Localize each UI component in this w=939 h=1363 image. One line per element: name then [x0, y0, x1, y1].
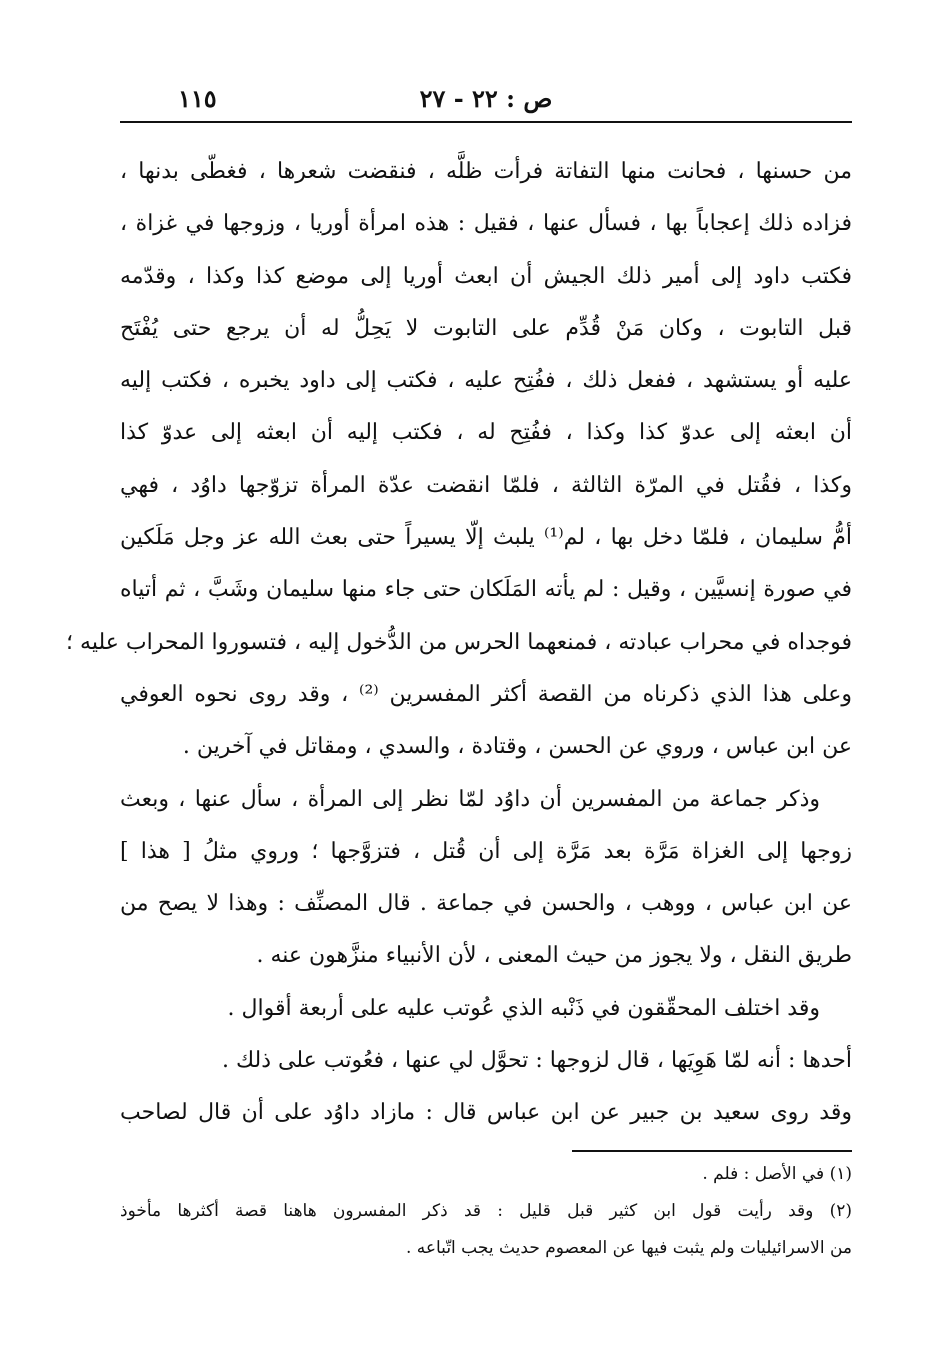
- footnote-line: (٢) وقد رأيت قول ابن كثير قبل قليل : قد ذكر المفسرون هاهنا قصة أكثرها مأخوذ: [120, 1201, 852, 1221]
- text-line: عن ابن عباس ، ووهب ، والحسن في جماعة . قال المصنِّف : وهذا لا يصح من: [120, 891, 852, 917]
- footnote-line: (١) في الأصل : فلم .: [702, 1164, 852, 1184]
- text-line: وعلى هذا الذي ذكرناه من القصة أكثر المفسرين ⁽²⁾ ، وقد روى نحوه العوفي: [120, 681, 852, 707]
- text-line: فكتب داود إلى أمير ذلك الجيش أن ابعث أوريا إلى موضع كذا وكذا ، وقدّمه: [120, 263, 852, 289]
- text-line: وذكر جماعة من المفسرين أن داوُد لمّا نظر إلى المرأة ، سأل عنها ، وبعث: [120, 786, 820, 812]
- body-text: [66, 146, 852, 1140]
- text-line: وقد روى سعيد بن جبير عن ابن عباس قال : مازاد داوُد على أن قال لصاحب: [120, 1100, 852, 1126]
- text-line: من حسنها ، فحانت منها التفاتة فرأت ظلَّه ، فنقضت شعرها ، فغطّى بدنها ،: [120, 159, 852, 184]
- text-line: أحدها : أنه لمّا هَوِيَها ، قال لزوجها : تحوَّل لي عنها ، فعُوتب على ذلك .: [221, 1048, 852, 1074]
- text-line: وكذا ، فقُتل في المرّة الثالثة ، فلمّا انقضت عدّة المرأة تزوّجها داوُد ، فهي: [120, 472, 852, 498]
- text-line: طريق النقل ، ولا يجوز من حيث المعنى ، لأن الأنبياء منزَّهون عنه .: [256, 943, 852, 969]
- footnote-line: من الاسرائيليات ولم يثبت فيها عن المعصوم حديث يجب اتّباعه .: [405, 1238, 852, 1258]
- text-line: في صورة إنسيَّين ، وقيل : لم يأته المَلَكان حتى جاء منها سليمان وشَبَّ ، ثم أتياه: [120, 577, 852, 603]
- text-line: أن ابعثه إلى عدوّ كذا وكذا ، ففُتِح له ، فكتب إليه أن ابعثه إلى عدوّ كذا: [120, 420, 852, 446]
- text-line: وقد اختلف المحقّقون في ذَنْبه الذي عُوتب عليه على أربعة أقوال .: [227, 995, 820, 1021]
- footnotes: [120, 1156, 852, 1267]
- text-line: فزاده ذلك إعجاباً بها ، فسأل عنها ، فقيل : هذه امرأة أوريا ، وزوجها في غزاة ،: [120, 211, 852, 237]
- text-line: قبل التابوت ، وكان مَنْ قُدِّم على التابوت لا يَحِلُّ له أن يرجع حتى يُفْتَح: [120, 315, 852, 341]
- footnote-rule: [572, 1150, 852, 1152]
- text-line: زوجها إلى الغزاة مَرَّة بعد مَرَّة إلى أن قُتل ، فتزوَّجها ؛ وروي مثلُ [ هذا ]: [120, 838, 852, 864]
- page-number: ١١٥: [178, 84, 217, 113]
- text-line: عليه أو يستشهد ، ففعل ذلك ، ففُتِح عليه ، فكتب إلى داود يخبره ، فكتب إليه: [120, 368, 852, 394]
- header-rule: [120, 121, 852, 123]
- running-head: ص : ٢٢ - ٢٧: [419, 84, 553, 113]
- text-line: فوجداه في محراب عبادته ، فمنعهما الحرس من الدُّخول إليه ، فتسوروا المحراب عليه ؛: [66, 629, 852, 655]
- text-line: عن ابن عباس ، وروي عن الحسن ، وقتادة ، والسدي ، ومقاتل في آخرين .: [182, 734, 852, 760]
- page-header: [120, 80, 852, 120]
- text-line: أمُّ سليمان ، فلمّا دخل بها ، لم⁽¹⁾ يلبث إلّا يسيراً حتى بعث الله عز وجل مَلَكين: [120, 525, 852, 551]
